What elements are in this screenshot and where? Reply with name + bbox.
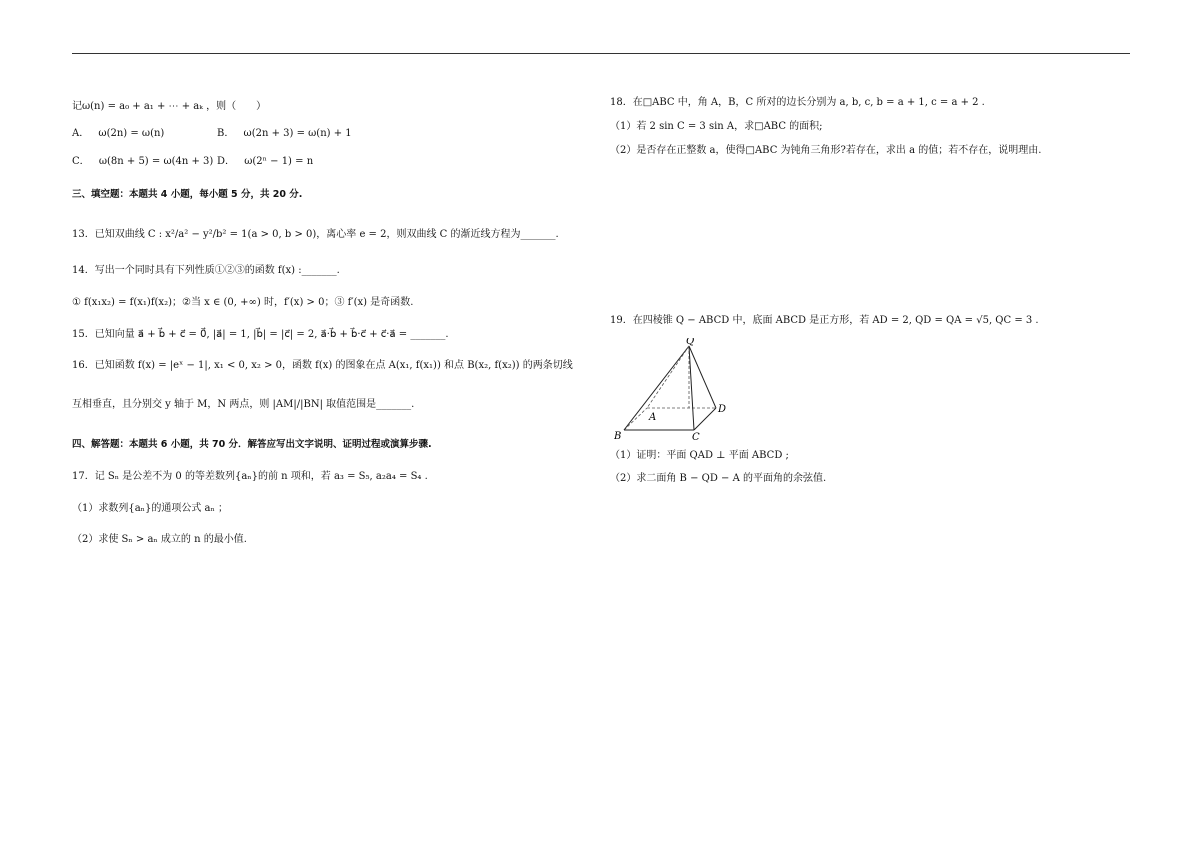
label-q: Q [686,338,695,347]
q18: 18．在□ABC 中，角 A，B，C 所对的边长分别为 a, b, c, b = a + 1, c = a + 2 . [610,97,985,108]
edge-qc [689,346,694,430]
option-d [217,155,313,169]
label-a: A [649,412,657,423]
section-4-heading: 四、解答题：本题共 6 小题，共 70 分．解答应写出文字说明、证明过程或演算步骤. [72,439,432,450]
q18-part2: （2）是否存在正整数 a，使得□ABC 为钝角三角形?若存在，求出 a 的值；若不存在，说明理由. [610,145,1042,156]
q16-line1: 16．已知函数 f(x) = |eˣ − 1|, x₁ < 0, x₂ > 0，函数 f(x) 的图象在点 A(x₁, f(x₁)) 和点 B(x₂, f(x₂)) 的两条切线 [72,360,573,371]
section-3-heading: 三、填空题：本题共 4 小题，每小题 5 分，共 20 分. [72,189,303,200]
option-c [72,155,213,169]
q15: 15．已知向量 a⃗ + b⃗ + c⃗ = 0⃗, |a⃗| = 1, |b⃗| = |c⃗| = 2, a⃗·b⃗ + b⃗·c⃗ + c⃗·a⃗ = _______. [72,329,449,340]
q17-part2: （2）求使 Sₙ > aₙ 成立的 n 的最小值. [72,534,247,545]
q18-part1: （1）若 2 sin C = 3 sin A，求□ABC 的面积; [610,121,823,132]
q16-line2: 互相垂直，且分别交 y 轴于 M，N 两点，则 |AM|/|BN| 取值范围是_______. [72,399,415,410]
header-rule [72,53,1130,54]
edge-qb [624,346,689,430]
edge-ba [624,408,647,430]
option-a-text: ω(2n) = ω(n) [98,128,165,139]
q19-part2: （2）求二面角 B − QD − A 的平面角的余弦值. [610,473,827,484]
label-c: C [692,432,700,443]
edge-qa [647,346,689,408]
option-d-label: D． [217,156,236,167]
q17: 17．记 Sₙ 是公差不为 0 的等差数列{aₙ}的前 n 项和，若 a₃ = S₅, a₂a₄ = S₄ . [72,471,428,482]
option-a-label: A． [72,128,90,139]
option-d-text: ω(2ⁿ − 1) = n [244,156,314,167]
q13: 13．已知双曲线 C : x²/a² − y²/b² = 1(a > 0, b > 0)，离心率 e = 2，则双曲线 C 的渐近线方程为_______. [72,229,559,240]
label-b: B [614,431,622,442]
option-b-label: B． [217,128,235,139]
q17-part1: （1）求数列{aₙ}的通项公式 aₙ ； [72,503,229,514]
q14: 14．写出一个同时具有下列性质①②③的函数 f(x) :_______. [72,265,340,276]
option-a [72,127,164,141]
option-b [217,127,352,141]
option-c-text: ω(8n + 5) = ω(4n + 3) [98,156,214,167]
q19-part1: （1）证明：平面 QAD ⊥ 平面 ABCD ; [610,450,789,461]
edge-cd [694,408,716,430]
option-b-text: ω(2n + 3) = ω(n) + 1 [243,128,352,139]
q14-properties: ① f(x₁x₂) = f(x₁)f(x₂)；②当 x ∈ (0, +∞) 时，f′(x) > 0；③ f′(x) 是奇函数. [72,297,414,308]
q19: 19．在四棱锥 Q − ABCD 中，底面 ABCD 是正方形，若 AD = 2, QD = QA = √5, QC = 3 . [610,315,1039,326]
q12-stem: 记ω(n) = a₀ + a₁ + ⋯ + aₖ ，则（ ） [72,101,267,112]
pyramid-figure [614,338,734,448]
option-c-label: C． [72,156,90,167]
label-d: D [718,404,727,415]
edge-qd [689,346,716,408]
